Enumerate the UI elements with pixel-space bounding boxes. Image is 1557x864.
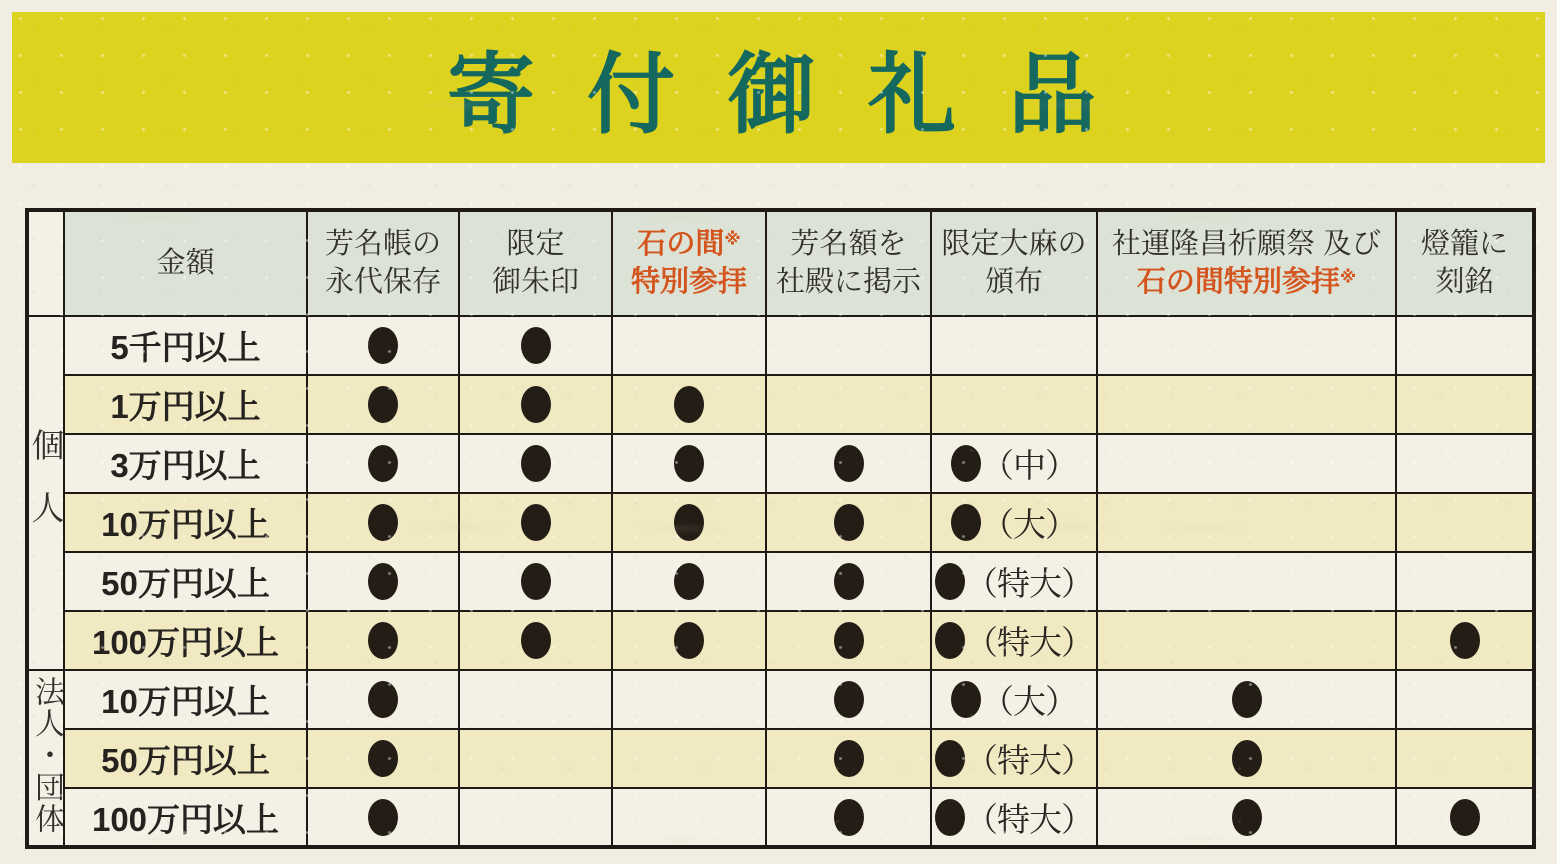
amount-cell: 5千円以上 [64,316,307,375]
benefit-cell [307,729,459,788]
dot-size-note: （特大） [965,565,1093,602]
header-line: 芳名額を [790,228,907,261]
benefit-cell [931,611,1097,670]
dot-mark-icon [521,563,551,600]
benefit-cell [1396,729,1534,788]
table-area [25,208,1536,849]
benefit-cell [307,611,459,670]
header-line: 社運隆昌祈願祭 及び [1111,228,1382,261]
dot-mark-icon [935,740,965,777]
benefit-cell [459,375,612,434]
dot-mark-icon [674,504,704,541]
amount-cell: 100万円以上 [64,788,307,847]
dot-mark-icon [368,740,398,777]
dot-size-note: （特大） [965,624,1093,661]
benefit-cell [766,316,931,375]
benefit-cell [1097,729,1396,788]
benefit-cell [307,434,459,493]
benefit-cell [612,434,766,493]
dot-mark-icon [1232,799,1262,836]
dot-mark-icon [834,445,864,482]
dot-mark-icon [834,563,864,600]
table-row [27,729,1534,788]
table-row [27,434,1534,493]
amount-column-header: 金額 [64,210,307,316]
dot-mark-icon [951,445,981,482]
benefit-cell [612,493,766,552]
table-row [27,670,1534,729]
dot-mark-icon [951,504,981,541]
benefit-cell [1097,493,1396,552]
table-row [27,316,1534,375]
benefit-cell [766,788,931,847]
dot-mark-icon [1450,622,1480,659]
header-line: 社殿に掲示 [775,265,921,298]
benefit-header-1 [459,210,612,316]
benefit-cell [459,493,612,552]
dot-size-note: （特大） [965,742,1093,779]
benefit-cell [612,611,766,670]
benefit-cell [766,552,931,611]
dot-mark-icon [368,622,398,659]
benefit-cell [931,670,1097,729]
benefit-cell [1396,375,1534,434]
benefit-cell [1097,316,1396,375]
dot-mark-icon [368,504,398,541]
benefit-cell [1396,493,1534,552]
header-line: 芳名帳の [324,228,441,261]
dot-mark-icon [368,799,398,836]
group-label-text: 法人・団体 [30,676,63,835]
dot-mark-icon [1450,799,1480,836]
dot-mark-icon [935,799,965,836]
corner-cell [27,210,64,316]
amount-cell: 100万円以上 [64,611,307,670]
dot-mark-icon [834,681,864,718]
dot-size-note: （大） [981,683,1077,720]
benefit-cell [1097,670,1396,729]
benefit-cell [307,552,459,611]
dot-mark-icon [521,622,551,659]
benefit-cell [1396,788,1534,847]
header-line: 御朱印 [491,265,579,298]
group-label-text: 個人 [27,427,65,554]
benefit-cell [931,493,1097,552]
dot-mark-icon [368,563,398,600]
header-line: 頒布 [984,265,1043,298]
benefit-cell [766,493,931,552]
benefit-cell [1097,788,1396,847]
dot-mark-icon [935,563,965,600]
table-row [27,493,1534,552]
benefit-cell [612,729,766,788]
dot-mark-icon [521,327,551,364]
benefit-cell [931,316,1097,375]
amount-cell: 50万円以上 [64,729,307,788]
benefit-cell [931,788,1097,847]
header-line: 石の間※ [637,228,741,261]
dot-mark-icon [368,386,398,423]
benefit-cell [612,316,766,375]
dot-mark-icon [368,445,398,482]
benefit-cell [459,316,612,375]
benefit-header-4 [931,210,1097,316]
header-line: 永代保存 [324,265,441,298]
dot-size-note: （大） [981,506,1077,543]
benefit-cell [1396,670,1534,729]
donation-benefits-table [25,208,1536,849]
benefit-cell [307,788,459,847]
dot-mark-icon [1232,740,1262,777]
group-label-corporate [27,670,64,847]
header-row [27,210,1534,316]
benefit-cell [931,552,1097,611]
dot-mark-icon [834,799,864,836]
kome-mark: ※ [1339,267,1357,287]
benefit-cell [931,729,1097,788]
dot-mark-icon [674,563,704,600]
dot-mark-icon [521,386,551,423]
dot-mark-icon [834,504,864,541]
benefit-cell [1396,434,1534,493]
header-line: 特別参拝 [630,265,747,298]
benefit-cell [612,788,766,847]
dot-mark-icon [935,622,965,659]
table-row [27,611,1534,670]
dot-mark-icon [674,386,704,423]
header-line: 限定 [506,228,565,261]
benefit-header-6 [1396,210,1534,316]
benefit-cell [459,788,612,847]
benefit-cell [1396,611,1534,670]
benefit-header-2 [612,210,766,316]
benefit-cell [307,316,459,375]
benefit-cell [459,434,612,493]
dot-mark-icon [834,740,864,777]
benefit-cell [612,552,766,611]
dot-mark-icon [1232,681,1262,718]
amount-cell: 50万円以上 [64,552,307,611]
dot-size-note: （中） [981,447,1077,484]
benefit-cell [1396,552,1534,611]
table-row [27,375,1534,434]
benefit-cell [1097,375,1396,434]
header-line: 刻銘 [1435,265,1494,298]
benefit-cell [612,375,766,434]
benefit-cell [459,611,612,670]
dot-mark-icon [674,622,704,659]
title-banner [12,12,1545,163]
benefit-cell [459,552,612,611]
benefit-cell [459,670,612,729]
benefit-cell [1396,316,1534,375]
benefit-header-5 [1097,210,1396,316]
benefit-cell [766,434,931,493]
dot-mark-icon [834,622,864,659]
benefit-cell [766,670,931,729]
kome-mark: ※ [724,229,741,249]
benefit-header-0 [307,210,459,316]
group-label-individual [27,316,64,670]
dot-mark-icon [674,445,704,482]
benefit-header-3 [766,210,931,316]
dot-mark-icon [951,681,981,718]
table-row [27,788,1534,847]
benefit-cell [931,434,1097,493]
header-line: 燈籠に [1420,228,1508,261]
benefit-cell [931,375,1097,434]
dot-mark-icon [368,327,398,364]
table-body [27,316,1534,847]
dot-mark-icon [521,445,551,482]
benefit-cell [307,493,459,552]
benefit-cell [766,611,931,670]
amount-cell: 1万円以上 [64,375,307,434]
benefit-cell [766,729,931,788]
dot-size-note: （特大） [965,800,1093,838]
header-line: 石の間特別参拝※ [1136,265,1357,298]
benefit-cell [1097,552,1396,611]
page-title: 寄 付 御 礼 品 [446,44,1111,144]
benefit-cell [459,729,612,788]
dot-mark-icon [521,504,551,541]
dot-mark-icon [368,681,398,718]
header-line: 限定大麻の [941,228,1087,261]
benefit-cell [1097,434,1396,493]
benefit-cell [307,670,459,729]
benefit-cell [1097,611,1396,670]
table-row [27,552,1534,611]
amount-cell: 3万円以上 [64,434,307,493]
amount-cell: 10万円以上 [64,670,307,729]
benefit-cell [766,375,931,434]
benefit-cell [612,670,766,729]
amount-cell: 10万円以上 [64,493,307,552]
benefit-cell [307,375,459,434]
